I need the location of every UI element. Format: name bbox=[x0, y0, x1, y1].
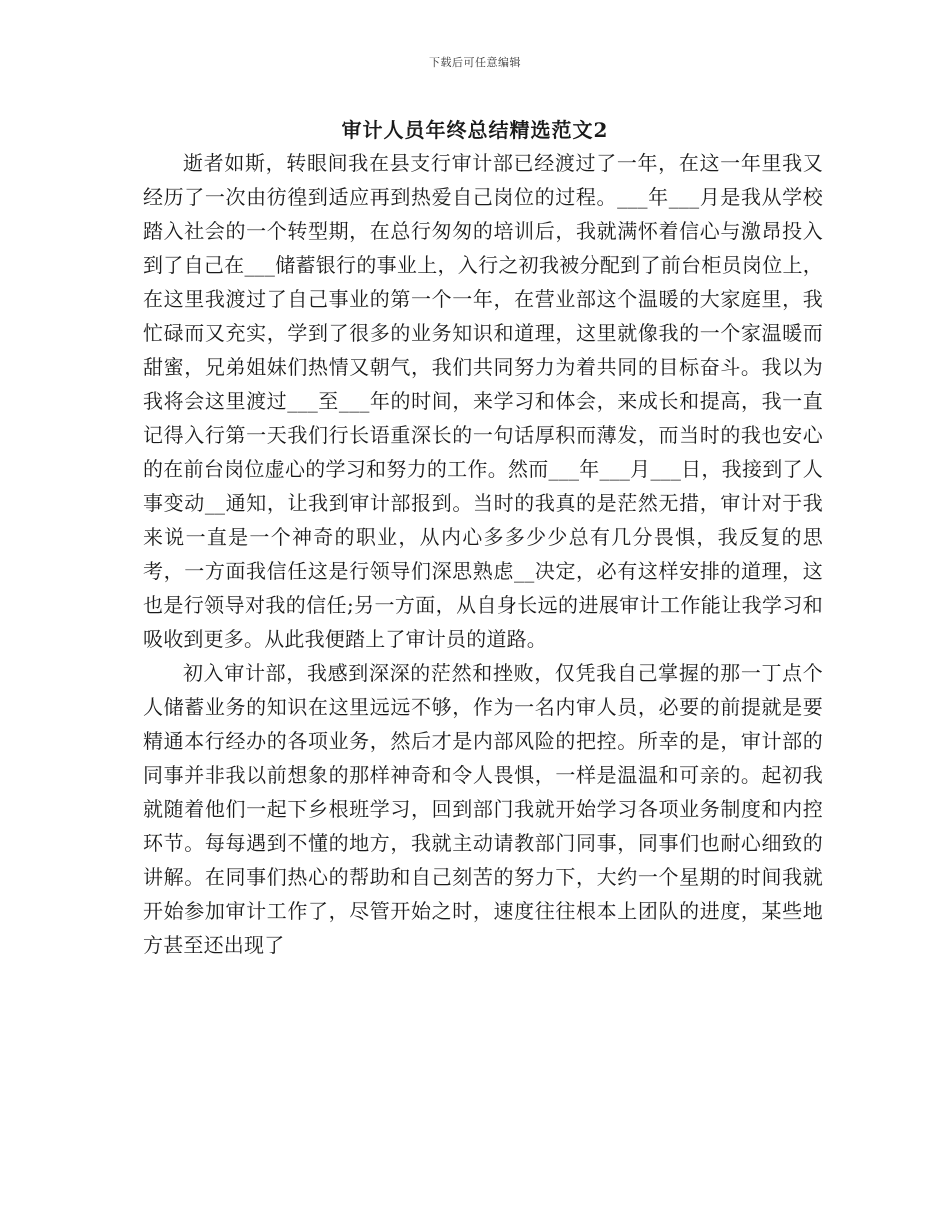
document-body bbox=[143, 146, 823, 962]
header-note: 下载后可任意编辑 bbox=[429, 56, 521, 69]
paragraph-2: 初入审计部，我感到深深的茫然和挫败，仅凭我自己掌握的那一丁点个人储蓄业务的知识在这里远远不够，作为一名内审人员，必要的前提就是要精通本行经办的各项业务，然后才是内部风险的把控。所幸的是，审计部的同事并非我以前想象的那样神奇和令人畏惧，一样是温温和可亲的。起初我就随着他们一起下乡根班学习，回到部门我就开始学习各项业务制度和内控环节。每每遇到不懂的地方，我就主动请教部门同事，同事们也耐心细致的讲解。在同事们热心的帮助和自己刻苦的努力下，大约一个星期的时间我就开始参加审计工作了，尽管开始之时，速度往往根本上团队的进度，某些地方甚至还出现了 bbox=[143, 661, 823, 957]
paragraph-1: 逝者如斯，转眼间我在县支行审计部已经渡过了一年，在这一年里我又经历了一次由彷徨到适应再到热爱自己岗位的过程。___年___月是我从学校踏入社会的一个转型期，在总行匆匆的培训后，我就满怀着信心与激昂投入到了自己在___储蓄银行的事业上，入行之初我被分配到了前台柜员岗位上，在这里我渡过了自己事业的第一个一年，在营业部这个温暖的大家庭里，我忙碌而又充实，学到了很多的业务知识和道理，这里就像我的一个家温暖而甜蜜，兄弟姐妹们热情又朝气，我们共同努力为着共同的目标奋斗。我以为我将会这里渡过___至___年的时间，来学习和体会，来成长和提高，我一直记得入行第一天我们行长语重深长的一句话厚积而薄发，而当时的我也安心的在前台岗位虚心的学习和努力的工作。然而___年___月___日，我接到了人事变动__通知，让我到审计部报到。当时的我真的是茫然无措，审计对于我来说一直是一个神奇的职业，从内心多多少少总有几分畏惧，我反复的思考，一方面我信任这是行领导们深思熟虑__决定，必有这样安排的道理，这也是行领导对我的信任;另一方面，从自身长远的进展审计工作能让我学习和吸收到更多。从此我便踏上了审计员的道路。 bbox=[143, 151, 823, 651]
document-title: 审计人员年终总结精选范文2 bbox=[341, 118, 609, 142]
